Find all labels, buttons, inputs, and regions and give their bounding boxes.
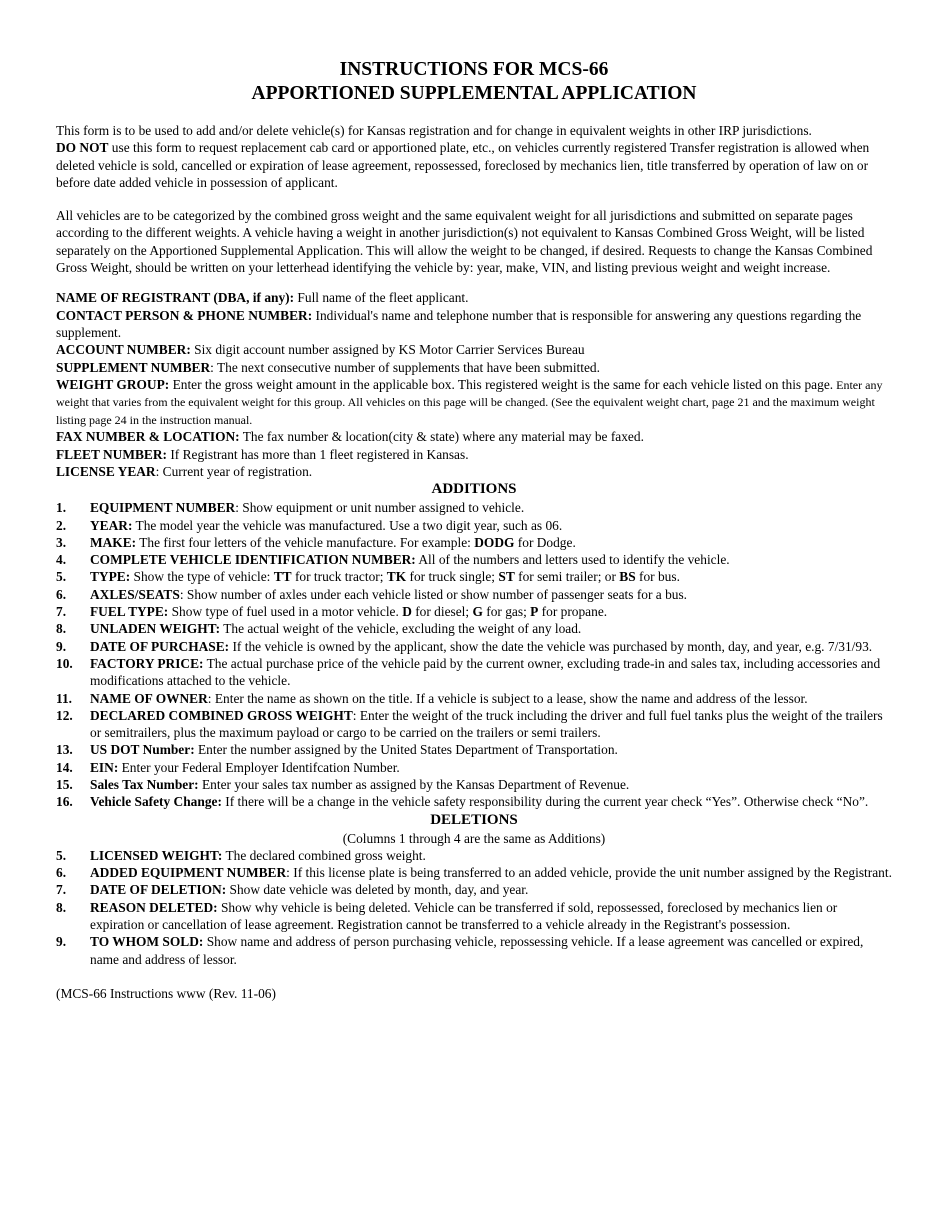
additions-item — [56, 793, 892, 810]
field-contact: CONTACT PERSON & PHONE NUMBER: Individual's name and telephone number that is responsible for answering any questions regarding the supplement. — [56, 307, 862, 340]
field-license-year: LICENSE YEAR: Current year of registration. — [56, 463, 313, 479]
additions-heading: ADDITIONS — [431, 481, 517, 498]
intro-paragraph-2: All vehicles are to be categorized by the combined gross weight and the same equivalent weight for all jurisdictions and submitted on separate pages according to the different weights. A vehicle having a weight in another jurisdiction(s) not equivalent to Kansas Combined Gross Weight, will be listed separately on the Apportioned Supplemental Application. This will allow the weight to be changed, if desired. Requests to change the Kansas Combined Gross Weight, should be written on your letterhead identifying the vehicle by: year, make, VIN, and listing previous weight and weight increase. — [56, 208, 873, 276]
item-text: : Show equipment or unit number assigned to vehicle. — [235, 500, 525, 516]
item-text: : If this license plate is being transferred to an added vehicle, provide the unit number assigned by the Registrant. — [286, 865, 892, 881]
item-text: If the vehicle is owned by the applicant, show the date the vehicle was purchased by month, day, and year, e.g. 7/31/93. — [229, 638, 873, 654]
item-text: Show date vehicle was deleted by month, day, and year. — [226, 882, 529, 898]
item-text: The actual purchase price of the vehicle paid by the current owner, excluding trade-in and sales tax, including accessories and modifications attached to the vehicle. — [90, 655, 881, 689]
item-number: 6. — [56, 865, 67, 881]
additions-item — [56, 638, 892, 655]
additions-item — [56, 517, 892, 534]
deletions-item — [56, 881, 892, 898]
item-text: for diesel; — [411, 604, 473, 620]
additions-item — [56, 759, 892, 776]
item-text: Show type of fuel used in a motor vehicle. — [168, 604, 403, 620]
item-number: 12. — [56, 707, 73, 723]
item-code: DODG — [474, 534, 515, 550]
field-supplement: SUPPLEMENT NUMBER: The next consecutive number of supplements that have been submitted. — [56, 359, 600, 375]
item-code: ST — [498, 569, 515, 585]
item-number: 2. — [56, 517, 67, 533]
item-label: DATE OF DELETION: — [90, 882, 227, 898]
item-label: US DOT Number: — [90, 742, 195, 758]
item-number: 7. — [56, 882, 67, 898]
item-text: : Show number of axles under each vehicle listed or show number of passenger seats for a bus. — [179, 586, 688, 602]
item-number: 15. — [56, 777, 73, 792]
item-text: : Enter the weight of the truck including the driver and full fuel tanks plus the weight of the trailers or semitrailers, plus the maximum payload or cargo to be carried on the trailers or semi trailers. — [90, 707, 883, 741]
intro-text-b: use this form to request replacement cab card or apportioned plate, etc., on vehicles currently registered Transfer registration is allowed when deleted vehicle is sold, cancelled or expiration of lease agreement, repossessed, foreclosed by mechanics lien, title transferred by operation of law on or before date added vehicle in possession of applicant. — [56, 140, 870, 190]
item-text: Show why vehicle is being deleted. Vehicle can be transferred if sold, repossessed, foreclosed by mechanics lien or expiration or cancellation of lease agreement. Registration cannot be transferred to a vehicle already in the Registrant's possession. — [90, 899, 838, 933]
item-number: 6. — [56, 586, 67, 602]
item-text: for gas; — [482, 604, 531, 620]
item-number: 16. — [56, 794, 73, 810]
item-label: REASON DELETED: — [90, 899, 218, 915]
item-text: for Dodge. — [514, 534, 576, 550]
item-text: The model year the vehicle was manufactured. Use a two digit year, such as 06. — [132, 517, 563, 533]
item-code: P — [530, 604, 539, 620]
do-not-emphasis: DO NOT — [56, 140, 109, 156]
item-code: BS — [619, 569, 636, 585]
item-code: TK — [386, 569, 407, 585]
item-text: Enter your Federal Employer Identifcation Number. — [118, 759, 400, 775]
item-number: 9. — [56, 934, 67, 950]
item-number: 10. — [56, 655, 73, 671]
item-text: for semi trailer; or — [514, 569, 620, 585]
item-number: 3. — [56, 534, 67, 550]
item-text: for bus. — [635, 569, 680, 585]
deletions-heading: DELETIONS — [430, 811, 518, 828]
intro-text-a: This form is to be used to add and/or delete vehicle(s) for Kansas registration and for change in equivalent weights in other IRP jurisdictions. — [56, 123, 812, 138]
item-label: FUEL TYPE: — [90, 604, 169, 620]
item-number: 1. — [56, 500, 67, 516]
additions-item — [56, 741, 892, 758]
item-text: The first four letters of the vehicle manufacture. For example: — [136, 534, 475, 550]
item-label: Sales Tax Number: — [90, 777, 199, 792]
intro-paragraph-1 — [56, 122, 892, 191]
additions-item — [56, 603, 892, 620]
item-label: EQUIPMENT NUMBER — [90, 500, 236, 516]
additions-item — [56, 499, 892, 516]
item-label: FACTORY PRICE: — [90, 655, 204, 671]
item-label: MAKE: — [90, 534, 137, 550]
additions-item — [56, 776, 892, 793]
item-number: 4. — [56, 552, 67, 568]
item-label: UNLADEN WEIGHT: — [90, 621, 221, 637]
footer-revision: (MCS-66 Instructions www (Rev. 11-06) — [56, 985, 276, 1001]
additions-item — [56, 568, 892, 585]
item-label: COMPLETE VEHICLE IDENTIFICATION NUMBER: — [90, 552, 416, 568]
item-code: D — [402, 604, 412, 620]
item-label: Vehicle Safety Change: — [90, 794, 222, 810]
field-account: ACCOUNT NUMBER: Six digit account number assigned by KS Motor Carrier Services Bureau — [56, 342, 585, 358]
item-number: 8. — [56, 621, 67, 637]
document-title — [56, 58, 892, 106]
item-number: 14. — [56, 759, 73, 775]
title-line-2: APPORTIONED SUPPLEMENTAL APPLICATION — [251, 83, 697, 104]
item-text: for truck single; — [406, 569, 499, 585]
deletions-subtitle: (Columns 1 through 4 are the same as Additions) — [342, 830, 606, 846]
title-line-1: INSTRUCTIONS FOR MCS-66 — [339, 59, 609, 80]
instruction-document — [56, 58, 892, 1002]
item-text: for truck tractor; — [291, 569, 387, 585]
item-number: 13. — [56, 742, 73, 758]
additions-item — [56, 655, 892, 690]
item-code: G — [472, 604, 483, 620]
deletions-item — [56, 847, 892, 864]
item-label: TYPE: — [90, 569, 131, 585]
item-label: DECLARED COMBINED GROSS WEIGHT — [90, 707, 353, 723]
item-number: 5. — [56, 847, 67, 863]
item-text: Show name and address of person purchasing vehicle, repossessing vehicle. If a lease agreement was cancelled or expired, name and address of lessor. — [90, 934, 864, 967]
item-text: The declared combined gross weight. — [222, 847, 426, 863]
item-text: Show the type of vehicle: — [130, 569, 274, 585]
item-text: : Enter the name as shown on the title. If a vehicle is subject to a lease, show the name and address of the lessor. — [207, 690, 808, 706]
item-label: AXLES/SEATS — [90, 586, 180, 602]
item-text: All of the numbers and letters used to identify the vehicle. — [415, 552, 730, 568]
deletions-item — [56, 864, 892, 881]
item-label: LICENSED WEIGHT: — [90, 847, 223, 863]
deletions-list — [56, 847, 892, 968]
additions-item — [56, 551, 892, 568]
deletions-item — [56, 933, 892, 968]
item-number: 11. — [56, 690, 72, 706]
field-weight-group: WEIGHT GROUP: Enter the gross weight amount in the applicable box. This registered weight is the same for each vehicle listed on this page. Enter any weight that varies from the equivalent weight for this group. All vehicles on this page will be changed. (See the equivalent weight chart, page 21 and the maximum weight listing page 24 in the instruction manual. — [56, 376, 883, 427]
item-text: The actual weight of the vehicle, excluding the weight of any load. — [220, 621, 582, 637]
item-number: 7. — [56, 604, 67, 620]
item-text: Enter your sales tax number as assigned by the Kansas Department of Revenue. — [198, 777, 630, 792]
additions-item — [56, 586, 892, 603]
field-registrant: NAME OF REGISTRANT (DBA, if any): Full name of the fleet applicant. — [56, 290, 469, 306]
item-number: 5. — [56, 569, 67, 585]
additions-item — [56, 534, 892, 551]
item-label: TO WHOM SOLD: — [90, 934, 204, 950]
item-number: 9. — [56, 638, 67, 654]
item-code: TT — [273, 569, 292, 585]
item-label: NAME OF OWNER — [90, 690, 208, 706]
item-label: DATE OF PURCHASE: — [90, 638, 230, 654]
additions-list — [56, 499, 892, 810]
additions-item — [56, 690, 892, 707]
item-label: YEAR: — [90, 517, 133, 533]
item-text: Enter the number assigned by the United States Department of Transportation. — [194, 742, 618, 758]
additions-item — [56, 707, 892, 742]
item-label: EIN: — [90, 759, 119, 775]
item-text: for propane. — [538, 604, 608, 620]
field-fleet: FLEET NUMBER: If Registrant has more than 1 fleet registered in Kansas. — [56, 446, 469, 462]
additions-item — [56, 620, 892, 637]
item-number: 8. — [56, 899, 67, 915]
field-fax: FAX NUMBER & LOCATION: The fax number & location(city & state) where any material may be faxed. — [56, 429, 644, 445]
item-text: If there will be a change in the vehicle safety responsibility during the current year check “Yes”. Otherwise check “No”. — [221, 794, 869, 810]
item-label: ADDED EQUIPMENT NUMBER — [90, 865, 287, 881]
deletions-item — [56, 899, 892, 934]
